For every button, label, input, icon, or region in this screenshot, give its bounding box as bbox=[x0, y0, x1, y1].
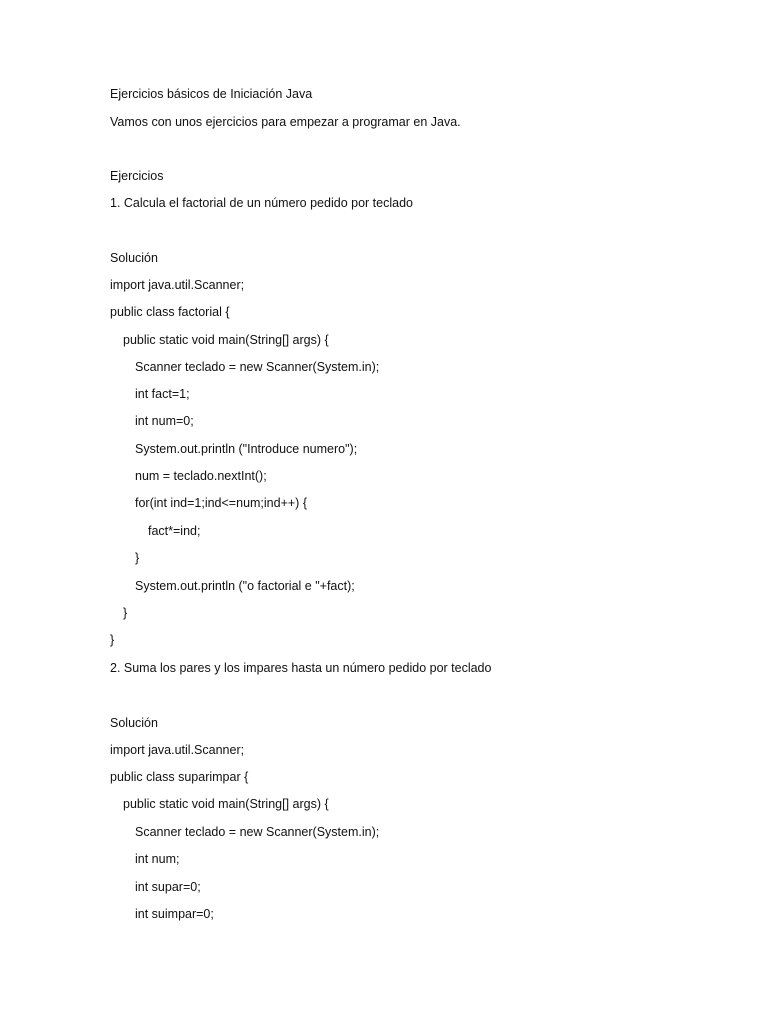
code-line: Scanner teclado = new Scanner(System.in); bbox=[135, 360, 380, 374]
code-line: import java.util.Scanner; bbox=[110, 278, 245, 292]
code-line: num = teclado.nextInt(); bbox=[135, 469, 267, 483]
code-line: int fact=1; bbox=[135, 387, 190, 401]
code-line: for(int ind=1;ind<=num;ind++) { bbox=[135, 496, 307, 510]
code-line: int num; bbox=[135, 852, 180, 866]
code-line: int supar=0; bbox=[135, 880, 201, 894]
code-line: public static void main(String[] args) { bbox=[123, 797, 329, 811]
code-line: Scanner teclado = new Scanner(System.in); bbox=[135, 825, 380, 839]
code-line: int suimpar=0; bbox=[135, 907, 214, 921]
code-line: } bbox=[135, 551, 140, 565]
intro-paragraph: Vamos con unos ejercicios para empezar a programar en Java. bbox=[110, 115, 461, 129]
code-line: import java.util.Scanner; bbox=[110, 743, 245, 757]
code-line: } bbox=[123, 606, 128, 620]
code-line: int num=0; bbox=[135, 414, 194, 428]
code-line: } bbox=[110, 633, 115, 647]
code-line: fact*=ind; bbox=[148, 524, 201, 538]
code-line: public class factorial { bbox=[110, 305, 230, 319]
code-line: System.out.println ("o factorial e "+fact); bbox=[135, 579, 355, 593]
code-line: System.out.println ("Introduce numero"); bbox=[135, 442, 358, 456]
exercise-2-statement: 2. Suma los pares y los impares hasta un número pedido por teclado bbox=[110, 661, 492, 675]
code-line: public class suparimpar { bbox=[110, 770, 249, 784]
section-heading: Ejercicios bbox=[110, 169, 164, 183]
exercise-2-solution-label: Solución bbox=[110, 716, 158, 730]
document-title: Ejercicios básicos de Iniciación Java bbox=[110, 87, 313, 101]
code-line: public static void main(String[] args) { bbox=[123, 333, 329, 347]
exercise-1-statement: 1. Calcula el factorial de un número pedido por teclado bbox=[110, 196, 413, 210]
exercise-1-solution-label: Solución bbox=[110, 251, 158, 265]
